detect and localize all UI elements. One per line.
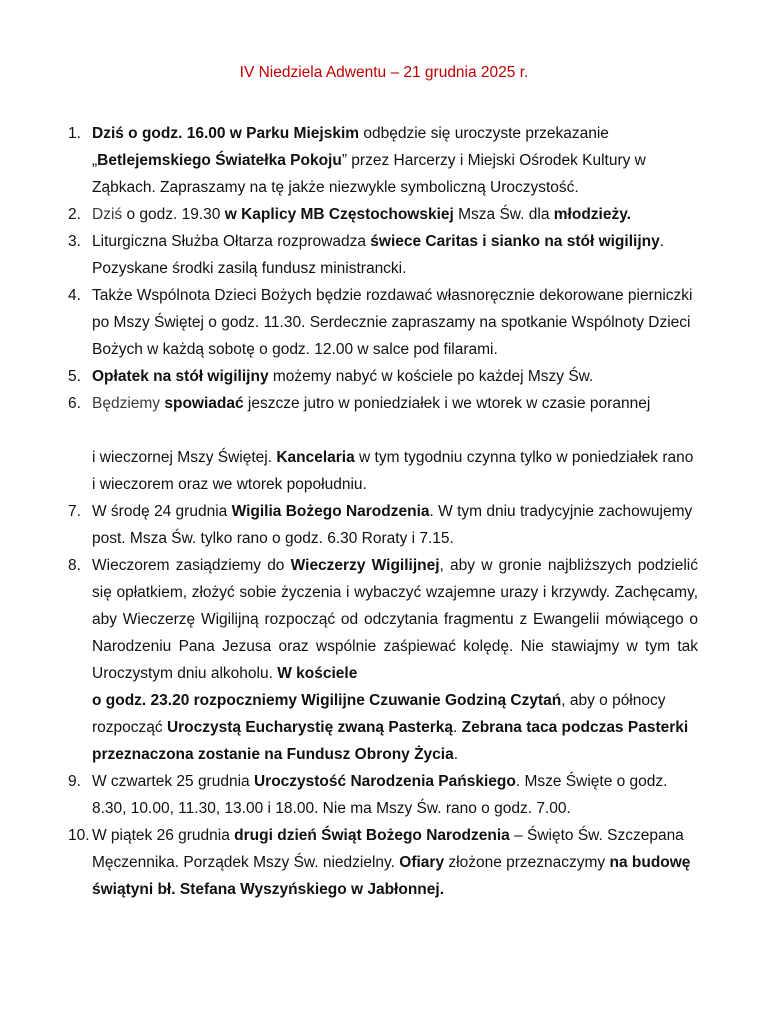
text-run: w tym tygodniu czynna tylko w poniedziałek rano i wieczorem oraz we wtorek popołudniu. [92,449,694,493]
text-run: Msza Św. dla [453,206,554,223]
announcement-item [0,120,768,201]
announcement-item [0,201,768,228]
item-number: 6. [68,395,81,412]
bold-text: Ofiary [399,854,445,871]
paragraph-gap [92,417,698,444]
text-run: jeszcze jutro w poniedziałek i we wtorek w czasie porannej [243,395,651,412]
item-number: 3. [68,233,81,250]
item-paragraph [92,390,698,417]
bold-text: Kancelaria [276,449,355,466]
item-paragraph [92,444,698,498]
text-run: możemy nabyć w kościele po każdej Mszy Św. [268,368,594,385]
bold-text: Wieczerzy Wigilijnej [290,557,440,574]
bold-text: W kościele [277,665,358,682]
item-paragraph [92,822,698,903]
bold-text: Opłatek na stół wigilijny [92,368,269,385]
announcement-item [0,822,768,903]
text-run: ” przez Harcerzy i Miejski Ośrodek Kultury w Ząbkach. Zapraszamy na tę jakże niezwykle symboliczną Uroczystość. [92,152,646,196]
item-number: 1. [68,125,81,142]
page-title: IV Niedziela Adwentu – 21 grudnia 2025 r. [239,64,529,81]
text-run: . [452,719,462,736]
bold-text: Uroczystą Eucharystię zwaną Pasterką [166,719,453,736]
text-run: . [453,746,459,763]
bold-text: w Kaplicy MB Częstochowskiej [224,206,454,223]
announcement-item [0,552,768,768]
text-run: Także Wspólnota Dzieci Bożych będzie rozdawać własnoręcznie dekorowane pierniczki po Mszy Świętej o godz. 11.30. Serdecznie zapraszamy na spotkanie Wspólnoty Dzieci Bożych w każdą sobotę o godz. 12.00 w salce pod filarami. [92,287,693,358]
item-number: 4. [68,287,81,304]
text-run: – Święto Św. Szczepana Męczennika. Porządek Mszy Św. niedzielny. [92,827,684,871]
text-run: . W tym dniu tradycyjnie zachowujemy post. Msza Św. tylko rano o godz. 6.30 Roraty i 7.15. [92,503,693,547]
text-run: . Msze Święte o godz. 8.30, 10.00, 11.30, 13.00 i 18.00. Nie ma Mszy Św. rano o godz. 7.00. [92,773,668,817]
announcement-item [0,228,768,282]
bold-text: Zebrana taca podczas Pasterki przeznaczona zostanie na Fundusz Obrony Życia [92,719,689,763]
item-paragraph [92,363,698,390]
text-run: W środę 24 grudnia [92,503,232,520]
text-run: Dziś [92,206,123,223]
text-run: złożone przeznaczymy [444,854,610,871]
text-run: Będziemy [92,395,165,412]
text-run: Liturgiczna Służba Ołtarza rozprowadza [92,233,371,250]
item-paragraph [92,120,698,201]
bold-text: drugi dzień Świąt Bożego Narodzenia [234,827,510,844]
announcement-item [0,282,768,363]
text-run: . Pozyskane środki zasilą fundusz ministrancki. [92,233,665,277]
item-paragraph [92,768,698,822]
item-number: 7. [68,503,81,520]
text-run: Wieczorem zasiądziemy do [92,557,291,574]
item-number: 10. [68,827,90,844]
bold-text: Wigilia Bożego Narodzenia [231,503,430,520]
item-paragraph [92,201,698,228]
item-number: 2. [68,206,81,223]
item-paragraph [92,228,698,282]
bold-text: świece Caritas i sianko na stół wigilijny [370,233,660,250]
item-paragraph [92,282,698,363]
bold-text: spowiadać [164,395,244,412]
bold-text: o godz. 23.20 rozpoczniemy Wigilijne Czuwanie Godziną Czytań [92,692,562,709]
bold-text: młodzieży. [553,206,631,223]
text-run: o godz. 19.30 [122,206,225,223]
announcement-item [0,390,768,498]
item-number: 8. [68,557,81,574]
item-number: 9. [68,773,81,790]
text-run: W piątek 26 grudnia [92,827,235,844]
item-number: 5. [68,368,81,385]
item-paragraph [92,687,698,768]
bold-text: Uroczystość Narodzenia Pańskiego [253,773,516,790]
item-paragraph [92,498,698,552]
announcement-item [0,498,768,552]
item-paragraph [92,552,698,687]
bold-text: na budowę świątyni bł. Stefana Wyszyńskiego w Jabłonnej. [92,854,691,898]
text-run: W czwartek 25 grudnia [92,773,254,790]
bold-text: Betlejemskiego Światełka Pokoju [97,152,342,169]
announcement-item [0,768,768,822]
text-run: odbędzie się uroczyste przekazanie „ [92,125,609,169]
announcement-list [0,120,768,903]
text-run: i wieczornej Mszy Świętej. [92,449,277,466]
text-run: , aby o północy rozpocząć [92,692,666,736]
announcement-item [0,363,768,390]
bold-text: Dziś o godz. 16.00 w Parku Miejskim [92,125,360,142]
text-run: , aby w gronie najbliższych podzielić się opłatkiem, złożyć sobie życzenia i wybaczyć wzajemne urazy i krzywdy. Zachęcamy, aby Wieczerzę Wigilijną rozpocząć od odczytania fragmentu z Ewangelii mówiącego o Narodzeniu Pana Jezusa oraz wspólnie zaśpiewać kolędę. Nie stawiajmy w tym tak Uroczystym dniu alkoholu. [92,557,699,682]
